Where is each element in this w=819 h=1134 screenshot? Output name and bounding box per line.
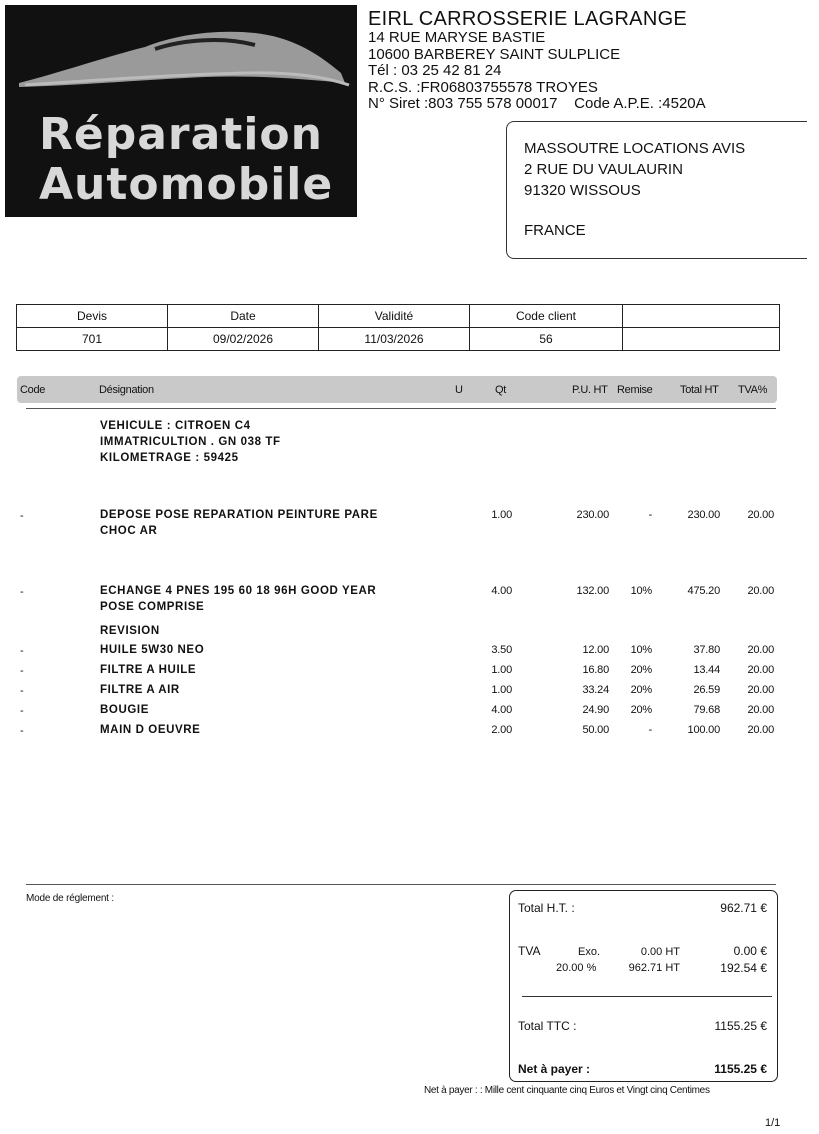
item-total: 230.00: [687, 509, 720, 521]
item-code: -: [20, 725, 24, 737]
item-designation-cont: CHOC AR: [100, 525, 158, 537]
col-remise: Remise: [617, 384, 653, 396]
company-logo: [5, 5, 357, 217]
ref-value-row: [17, 328, 780, 351]
item-tva: 20.00: [747, 585, 774, 597]
section-title-revision: REVISION: [100, 625, 160, 637]
client-city: 91320 WISSOUS: [524, 182, 641, 199]
col-designation: Désignation: [99, 384, 154, 396]
ref-header-date: Date: [168, 305, 319, 328]
item-designation: DEPOSE POSE REPARATION PEINTURE PARE: [100, 509, 378, 521]
vehicle-mileage: KILOMETRAGE : 59425: [100, 452, 239, 464]
item-pu: 132.00: [576, 585, 609, 597]
item-pu: 50.00: [582, 724, 609, 736]
company-name: EIRL CARROSSERIE LAGRANGE: [368, 8, 688, 30]
client-country: FRANCE: [524, 222, 586, 239]
header-divider: [26, 408, 776, 409]
total-ttc-label: Total TTC :: [518, 1019, 577, 1033]
item-qty: 4.00: [491, 704, 512, 716]
vehicle-plate: IMMATRICULTION . GN 038 TF: [100, 436, 281, 448]
item-tva: 20.00: [747, 509, 774, 521]
client-name: MASSOUTRE LOCATIONS AVIS: [524, 140, 746, 157]
client-address-box: [506, 121, 807, 259]
item-total: 100.00: [687, 724, 720, 736]
tva-label: TVA: [518, 944, 541, 958]
ref-header-code-client: Code client: [470, 305, 623, 328]
item-qty: 2.00: [491, 724, 512, 736]
quote-reference-table: [16, 304, 780, 351]
total-ht-label: Total H.T. :: [518, 901, 575, 915]
tva-exo-base: 0.00 HT: [640, 946, 680, 958]
company-street: 14 RUE MARYSE BASTIE: [368, 29, 546, 46]
ref-devis-value: 701: [17, 328, 168, 351]
ref-code-client-value: 56: [470, 328, 623, 351]
item-pu: 16.80: [582, 664, 609, 676]
item-tva: 20.00: [747, 644, 774, 656]
item-designation: BOUGIE: [100, 704, 149, 716]
col-pu-ht: P.U. HT: [572, 384, 608, 396]
item-designation: ECHANGE 4 PNES 195 60 18 96H GOOD YEAR: [100, 585, 377, 597]
item-tva: 20.00: [747, 664, 774, 676]
item-total: 475.20: [687, 585, 720, 597]
col-total-ht: Total HT: [680, 384, 719, 396]
totals-divider: [522, 996, 772, 997]
logo-text-line2: Automobile: [39, 159, 334, 210]
item-total: 26.59: [693, 684, 720, 696]
tva-rate: 20.00 %: [556, 962, 597, 974]
item-remise: 10%: [630, 585, 652, 597]
company-phone: Tél : 03 25 42 81 24: [368, 62, 502, 79]
item-remise: 20%: [630, 664, 652, 676]
item-code: -: [20, 586, 24, 598]
logo-text-line1: Réparation: [39, 109, 323, 160]
item-qty: 4.00: [491, 585, 512, 597]
item-qty: 1.00: [491, 684, 512, 696]
company-rcs: R.C.S. :FR06803755578 TROYES: [368, 78, 598, 96]
total-ttc-value: 1155.25 €: [714, 1019, 767, 1033]
ref-header-empty: [623, 305, 780, 328]
net-payer-label: Net à payer :: [518, 1062, 591, 1076]
item-remise: 20%: [630, 704, 652, 716]
company-siret: N° Siret :803 755 578 00017: [368, 95, 558, 112]
item-code: -: [20, 645, 24, 657]
tva-rate-base: 962.71 HT: [628, 962, 680, 974]
item-designation: FILTRE A AIR: [100, 684, 180, 696]
col-tva: TVA%: [738, 384, 768, 396]
tva-exo-label: Exo.: [578, 946, 601, 958]
item-tva: 20.00: [747, 684, 774, 696]
ref-header-row: [17, 305, 780, 328]
item-code: -: [20, 665, 24, 677]
totals-box: [509, 890, 778, 1082]
item-code: -: [20, 510, 24, 522]
tva-rate-value: 192.54 €: [720, 961, 767, 975]
col-qty: Qt: [495, 384, 507, 396]
item-designation: HUILE 5W30 NEO: [100, 644, 205, 656]
col-unit: U: [455, 384, 463, 396]
tva-exo-value: 0.00 €: [733, 944, 767, 958]
ref-validite-value: 11/03/2026: [319, 328, 470, 351]
ref-header-validite: Validité: [319, 305, 470, 328]
net-payer-value: 1155.25 €: [714, 1062, 767, 1076]
item-remise: 20%: [630, 684, 652, 696]
item-qty: 1.00: [491, 664, 512, 676]
col-code: Code: [20, 384, 46, 396]
amount-in-words: Net à payer : : Mille cent cinquante cinq Euros et Vingt cinq Centimes: [424, 1085, 710, 1096]
item-tva: 20.00: [747, 704, 774, 716]
item-designation-cont: POSE COMPRISE: [100, 601, 205, 613]
company-siret-ape: [368, 96, 706, 113]
ref-empty-value: [623, 328, 780, 351]
item-total: 79.68: [693, 704, 720, 716]
vehicle-line: VEHICULE : CITROEN C4: [100, 420, 251, 432]
item-tva: 20.00: [747, 724, 774, 736]
ref-date-value: 09/02/2026: [168, 328, 319, 351]
items-header-bar: [17, 376, 777, 403]
payment-mode-label: Mode de réglement :: [26, 893, 114, 904]
total-ht-value: 962.71 €: [720, 901, 767, 915]
item-designation: FILTRE A HUILE: [100, 664, 197, 676]
item-pu: 24.90: [582, 704, 609, 716]
page-number: 1/1: [765, 1117, 781, 1129]
company-ape: Code A.P.E. :4520A: [574, 95, 706, 112]
item-total: 13.44: [693, 664, 720, 676]
item-qty: 3.50: [491, 644, 512, 656]
item-code: -: [20, 705, 24, 717]
item-code: -: [20, 685, 24, 697]
item-pu: 12.00: [582, 644, 609, 656]
footer-divider: [26, 884, 776, 885]
company-info: [368, 8, 706, 113]
item-qty: 1.00: [491, 509, 512, 521]
item-total: 37.80: [693, 644, 720, 656]
item-remise: -: [648, 724, 652, 736]
item-remise: -: [648, 509, 652, 521]
company-city: 10600 BARBEREY SAINT SULPLICE: [368, 45, 621, 63]
item-designation: MAIN D OEUVRE: [100, 724, 201, 736]
item-pu: 33.24: [582, 684, 609, 696]
client-street: 2 RUE DU VAULAURIN: [524, 161, 683, 178]
item-pu: 230.00: [576, 509, 609, 521]
ref-header-devis: Devis: [17, 305, 168, 328]
item-remise: 10%: [630, 644, 652, 656]
